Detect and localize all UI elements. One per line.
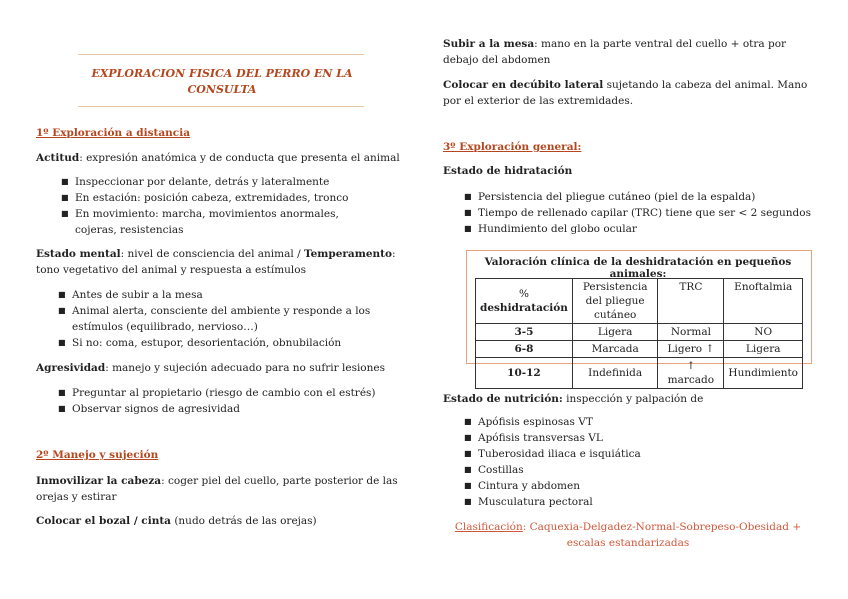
- subir-mesa-paragraph: Subir a la mesa: mano en la parte ventral del cuello + otra por debajo del abdomen: [443, 38, 787, 66]
- nutricion-paragraph: Estado de nutrición: inspección y palpación de: [443, 393, 704, 405]
- nutricion-label: Estado de nutrición:: [443, 393, 563, 405]
- list-item: ■ En movimiento: marcha, movimientos anormales, cojeras, resistencias: [61, 208, 339, 236]
- list-item: ■ Tiempo de rellenado capilar (TRC) tiene que ser < 2 segundos: [464, 207, 811, 219]
- inmovilizar-label: Inmovilizar la cabeza: [36, 475, 162, 487]
- table-cell: ↑ marcado: [658, 358, 724, 389]
- table-row: [476, 341, 803, 358]
- table-header: Persistencia del pliegue cutáneo: [572, 279, 657, 324]
- list-item: ■ Persistencia del pliegue cutáneo (piel de la espalda): [464, 191, 756, 203]
- table-cell: Marcada: [572, 341, 657, 358]
- estado-mental-list: [58, 287, 392, 351]
- title-rule-bottom: [78, 106, 364, 107]
- actitud-paragraph: [36, 150, 406, 166]
- table-cell: 3-5: [476, 324, 573, 341]
- table-cell: Ligera: [724, 341, 803, 358]
- table-cell: Indefinida: [572, 358, 657, 389]
- list-item: ■ Apófisis espinosas VT: [464, 416, 593, 428]
- actitud-label: Actitud: [36, 152, 80, 164]
- table-title: Valoración clínica de la deshidratación en pequeños animales:: [484, 256, 792, 280]
- actitud-text: : expresión anatómica y de conducta que presenta el animal: [79, 152, 400, 164]
- table-row: [476, 358, 803, 389]
- list-item: ■ Apófisis transversas VL: [464, 432, 603, 444]
- dehydration-table: [475, 278, 803, 389]
- bozal-label: Colocar el bozal / cinta: [36, 515, 171, 527]
- table-row: [476, 324, 803, 341]
- list-item: ■ Tuberosidad iliaca e isquiática: [464, 448, 641, 460]
- agresividad-list: [58, 385, 392, 417]
- list-item: ■ Inspeccionar por delante, detrás y lateralmente: [61, 176, 330, 188]
- section-exploracion-general: 3º Exploración general:: [443, 141, 582, 153]
- table-header: Enoftalmia: [724, 279, 803, 324]
- agresividad-paragraph: Agresividad: manejo y sujeción adecuado para no sufrir lesiones: [36, 362, 385, 374]
- list-item: ■ Costillas: [464, 464, 524, 476]
- table-cell: NO: [724, 324, 803, 341]
- list-item: ■ Observar signos de agresividad: [58, 403, 241, 415]
- estado-mental-paragraph: Estado mental: nivel de consciencia del animal / Temperamento: tono vegetativo del animal y respuesta a estímulos: [36, 248, 396, 276]
- section-manejo: 2º Manejo y sujeción: [36, 449, 159, 461]
- actitud-list: [61, 174, 375, 238]
- table-header: % deshidratación: [476, 279, 573, 324]
- list-item: ■ Animal alerta, consciente del ambiente y responde a los estímulos (equilibrado, nervioso…): [58, 305, 371, 333]
- list-item: ■ Antes de subir a la mesa: [58, 289, 203, 301]
- list-item: ■ Preguntar al propietario (riesgo de cambio con el estrés): [58, 387, 376, 399]
- hidratacion-title: Estado de hidratación: [443, 165, 573, 177]
- title-rule-top: [78, 54, 364, 55]
- table-header: TRC: [658, 279, 724, 324]
- hidratacion-list: [464, 189, 818, 237]
- estado-mental-label: Estado mental: [36, 248, 121, 260]
- table-cell: Ligero ↑: [658, 341, 724, 358]
- list-item: ■ Musculatura pectoral: [464, 496, 593, 508]
- table-cell: 6-8: [476, 341, 573, 358]
- inmovilizar-paragraph: Inmovilizar la cabeza: coger piel del cuello, parte posterior de las orejas y estirar: [36, 475, 398, 503]
- list-item: ■ Hundimiento del globo ocular: [464, 223, 637, 235]
- table-cell: 10-12: [476, 358, 573, 389]
- table-cell: Normal: [658, 324, 724, 341]
- list-item: ■ Si no: coma, estupor, desorientación, obnubilación: [58, 337, 342, 349]
- page-title: EXPLORACION FISICA DEL PERRO EN LA CONSULTA: [91, 67, 353, 96]
- temperamento-label: Temperamento: [303, 248, 393, 260]
- agresividad-label: Agresividad: [36, 362, 106, 374]
- clasificacion-label: Clasificación: [454, 521, 523, 533]
- decubito-paragraph: Colocar en decúbito lateral sujetando la cabeza del animal. Mano por el exterior de las extremidades.: [443, 79, 808, 107]
- list-item: ■ Cintura y abdomen: [464, 480, 580, 492]
- nutricion-list: [464, 414, 798, 510]
- decubito-label: Colocar en decúbito lateral: [443, 79, 604, 91]
- clasificacion-note: Clasificación: Caquexia-Delgadez-Normal-Sobrepeso-Obesidad + escalas estandarizadas: [454, 521, 802, 549]
- table-cell: Hundimiento: [724, 358, 803, 389]
- table-cell: Ligera: [572, 324, 657, 341]
- table-header-row: [476, 279, 803, 324]
- subir-mesa-label: Subir a la mesa: [443, 38, 535, 50]
- bozal-paragraph: Colocar el bozal / cinta (nudo detrás de las orejas): [36, 515, 317, 527]
- section-distancia: 1º Exploración a distancia: [36, 127, 190, 139]
- list-item: ■ En estación: posición cabeza, extremidades, tronco: [61, 192, 349, 204]
